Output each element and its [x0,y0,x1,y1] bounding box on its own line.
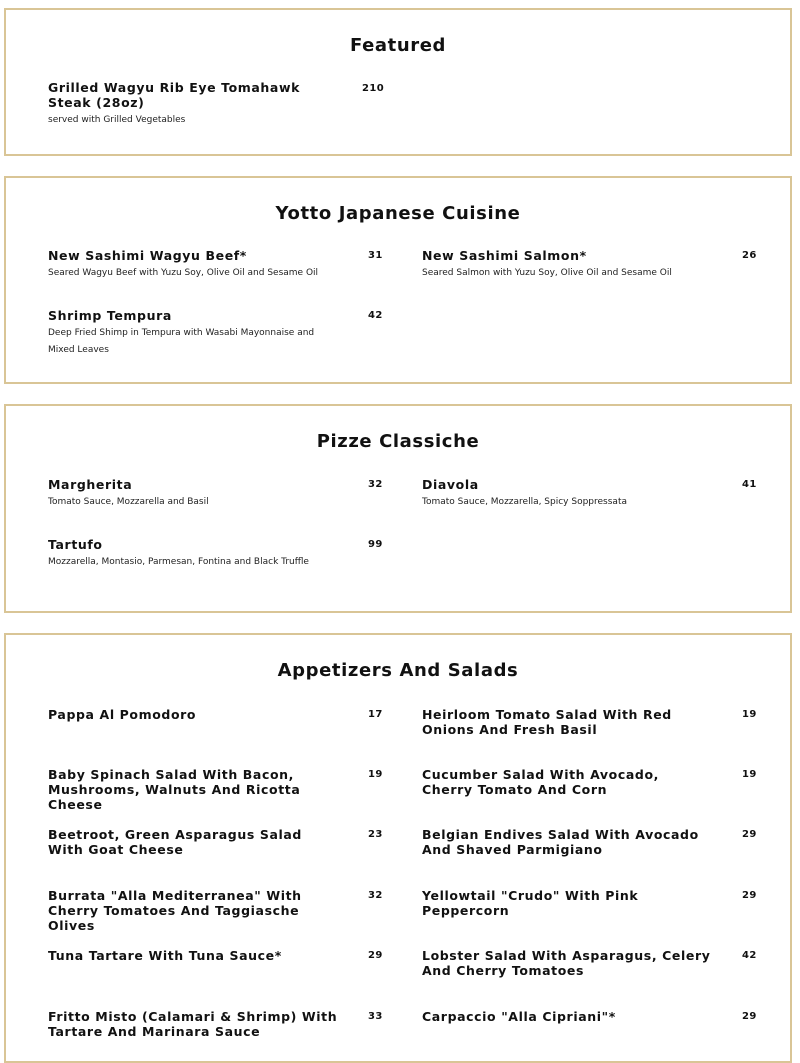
menu-item [48,477,338,511]
section-title: Yotto Japanese Cuisine [275,203,521,224]
item-name: Yellowtail "Crudo" With Pink Peppercorn [422,888,639,918]
section-title: Featured [349,35,447,56]
menu-item [48,80,318,129]
menu-item [48,767,338,812]
item-name: New Sashimi Salmon* [422,248,587,263]
section-title: Appetizers And Salads [277,660,519,681]
menu-item [48,537,338,571]
item-name: Carpaccio "Alla Cipriani"* [422,1009,616,1024]
item-description: Deep Fried Shimp in Tempura with Wasabi Mayonnaise and Mixed Leaves [48,328,315,355]
menu-item [422,707,712,737]
menu-item [48,308,338,359]
item-price: 99 [368,539,383,550]
menu-item [422,477,712,511]
item-name: Cucumber Salad With Avocado, Cherry Tomato And Corn [422,767,659,797]
item-name: Margherita [48,477,133,492]
item-price: 29 [742,890,757,901]
menu-item [422,888,712,918]
item-price: 19 [368,769,383,780]
menu-item [48,888,338,933]
menu-item [422,248,712,282]
menu-item [422,948,712,978]
item-price: 19 [742,709,757,720]
item-price: 42 [742,950,757,961]
item-name: Baby Spinach Salad With Bacon, Mushrooms, Walnuts And Ricotta Cheese [48,767,301,812]
item-name: New Sashimi Wagyu Beef* [48,248,247,263]
item-price: 17 [368,709,383,720]
item-price: 29 [742,1011,757,1022]
item-price: 23 [368,829,383,840]
item-price: 210 [362,83,385,94]
item-price: 32 [368,479,383,490]
menu-section-japanese [4,176,792,384]
menu-item [48,707,338,722]
item-name: Fritto Misto (Calamari & Shrimp) With Tartare And Marinara Sauce [48,1009,338,1039]
item-description: Mozzarella, Montasio, Parmesan, Fontina and Black Truffle [48,557,309,567]
menu-item [422,767,712,797]
menu-item [422,827,712,857]
menu-section-pizza [4,404,792,613]
section-title: Pizze Classiche [316,431,480,452]
item-description: Seared Wagyu Beef with Yuzu Soy, Olive Oil and Sesame Oil [48,268,319,278]
item-price: 32 [368,890,383,901]
item-name: Beetroot, Green Asparagus Salad With Goat Cheese [48,827,302,857]
menu-item [48,948,338,963]
item-name: Pappa Al Pomodoro [48,707,197,722]
item-name: Shrimp Tempura [48,308,172,323]
menu-section-appetizers [4,633,792,1063]
menu-item [48,827,338,857]
item-name: Grilled Wagyu Rib Eye Tomahawk Steak (28oz) [48,80,301,110]
item-price: 31 [368,250,383,261]
item-name: Lobster Salad With Asparagus, Celery And Cherry Tomatoes [422,948,711,978]
item-name: Diavola [422,477,479,492]
item-price: 26 [742,250,757,261]
item-name: Tuna Tartare With Tuna Sauce* [48,948,282,963]
item-name: Belgian Endives Salad With Avocado And Shaved Parmigiano [422,827,699,857]
item-price: 33 [368,1011,383,1022]
item-price: 42 [368,310,383,321]
item-description: served with Grilled Vegetables [48,115,186,125]
item-name: Burrata "Alla Mediterranea" With Cherry Tomatoes And Taggiasche Olives [48,888,302,933]
item-description: Tomato Sauce, Mozzarella, Spicy Soppressata [422,497,627,507]
menu-item [48,248,338,282]
item-name: Heirloom Tomato Salad With Red Onions And Fresh Basil [422,707,672,737]
item-price: 29 [742,829,757,840]
menu-section-featured [4,8,792,156]
item-price: 29 [368,950,383,961]
menu-item [48,1009,338,1039]
item-description: Seared Salmon with Yuzu Soy, Olive Oil and Sesame Oil [422,268,672,278]
menu-item [422,1009,712,1024]
item-description: Tomato Sauce, Mozzarella and Basil [48,497,209,507]
item-price: 19 [742,769,757,780]
item-name: Tartufo [48,537,103,552]
item-price: 41 [742,479,757,490]
